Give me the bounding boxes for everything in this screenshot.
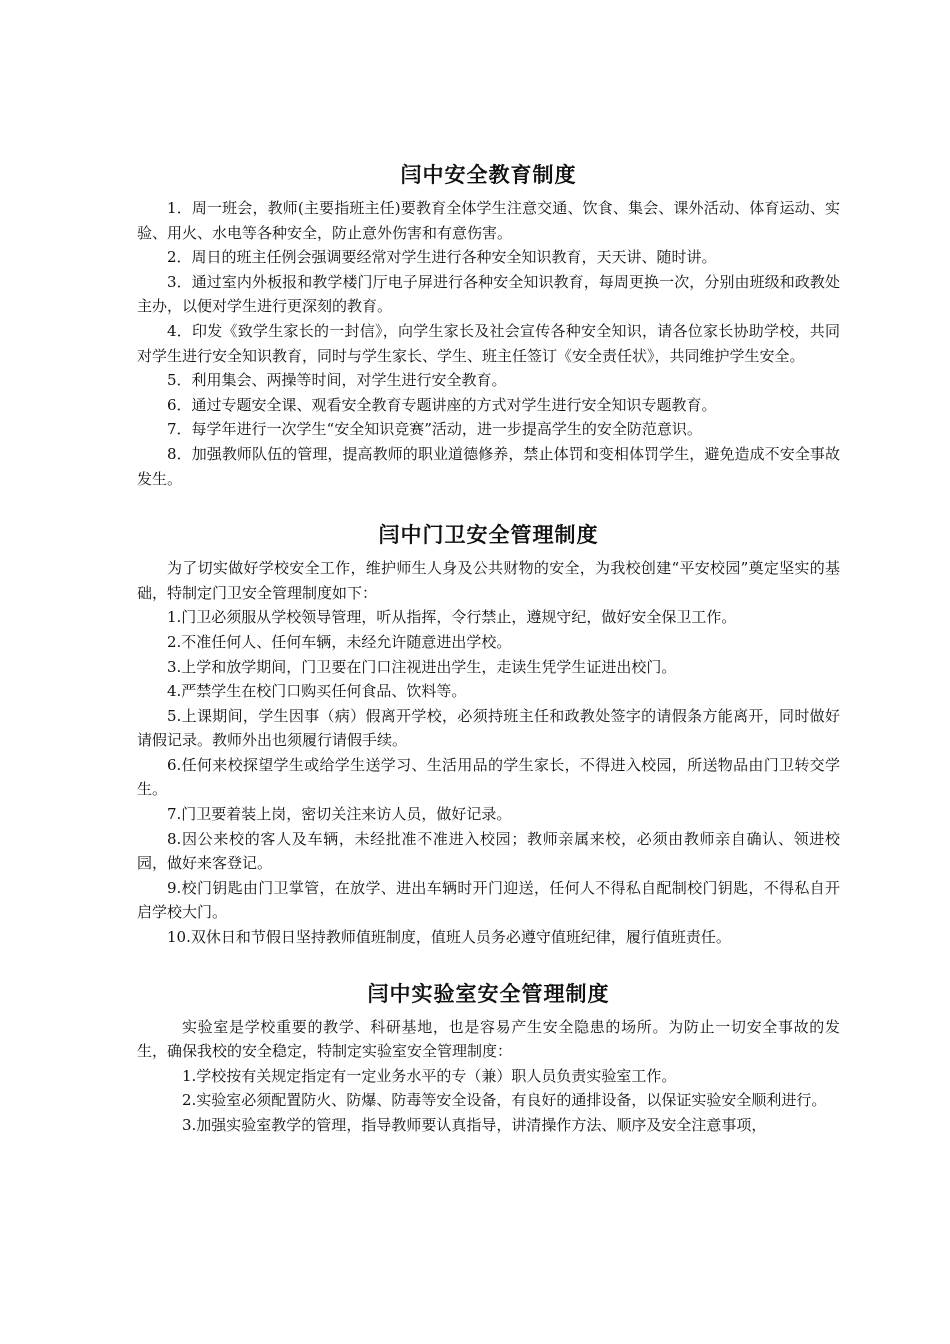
paragraph: 8.因公来校的客人及车辆，未经批准不准进入校园；教师亲属来校，必须由教师亲自确认、领进校园，做好来客登记。 <box>137 829 840 873</box>
section-safety-education <box>137 158 840 491</box>
paragraph: 2.不准任何人、任何车辆，未经允许随意进出学校。 <box>167 632 512 651</box>
paragraph: 为了切实做好学校安全工作，维护师生人身及公共财物的安全，为我校创建“平安校园”奠定坚实的基础，特制定门卫安全管理制度如下： <box>137 559 840 602</box>
paragraph: 1．周一班会，教师(主要指班主任)要教育全体学生注意交通、饮食、集会、课外活动、体育运动、实验、用火、水电等各种安全，防止意外伤害和有意伤害。 <box>137 199 840 242</box>
paragraph: 1.学校按有关规定指定有一定业务水平的专（兼）职人员负责实验室工作。 <box>182 1066 677 1085</box>
section-spacer <box>137 950 840 977</box>
section-spacer <box>137 491 840 518</box>
paragraph: 4.严禁学生在校门口购买任何食品、饮料等。 <box>167 682 467 701</box>
paragraph: 9.校门钥匙由门卫掌管，在放学、进出车辆时开门迎送，任何人不得私自配制校门钥匙，不得私自开启学校大门。 <box>137 878 840 922</box>
paragraph: 3．通过室内外板报和教学楼门厅电子屏进行各种安全知识教育，每周更换一次，分别由班级和政教处主办，以便对学生进行更深刻的教育。 <box>137 272 840 316</box>
section-title: 闫中实验室安全管理制度 <box>367 981 610 1006</box>
paragraph: 4．印发《致学生家长的一封信》，向学生家长及社会宣传各种安全知识，请各位家长协助学校，共同对学生进行安全知识教育，同时与学生家长、学生、班主任签订《安全责任状》，共同维护学生安全。 <box>137 321 840 365</box>
section-gate-security <box>137 518 840 950</box>
paragraph: 8．加强教师队伍的管理，提高教师的职业道德修养，禁止体罚和变相体罚学生，避免造成不安全事故发生。 <box>137 444 840 488</box>
paragraph: 6．通过专题安全课、观看安全教育专题讲座的方式对学生进行安全知识专题教育。 <box>167 395 717 414</box>
section-title: 闫中安全教育制度 <box>400 163 577 187</box>
paragraph: 3.加强实验室教学的管理，指导教师要认真指导，讲清操作方法、顺序及安全注意事项， <box>182 1116 767 1134</box>
paragraph: 10.双休日和节假日坚持教师值班制度，值班人员务必遵守值班纪律，履行值班责任。 <box>167 928 731 947</box>
paragraph: 3.上学和放学期间，门卫要在门口注视进出学生，走读生凭学生证进出校门。 <box>167 657 677 676</box>
document-page <box>137 158 840 1138</box>
paragraph: 2．周日的班主任例会强调要经常对学生进行各种安全知识教育，天天讲、随时讲。 <box>167 248 717 267</box>
paragraph: 1.门卫必须服从学校领导管理，听从指挥，令行禁止，遵规守纪，做好安全保卫工作。 <box>167 608 737 627</box>
paragraph: 6.任何来校探望学生或给学生送学习、生活用品的学生家长，不得进入校园，所送物品由门卫转交学生。 <box>137 755 840 799</box>
paragraph: 2.实验室必须配置防火、防爆、防毒等安全设备，有良好的通排设备，以保证实验安全顺利进行。 <box>182 1091 827 1110</box>
paragraph: 7．每学年进行一次学生“安全知识竞赛”活动，进一步提高学生的安全防范意识。 <box>167 420 702 439</box>
section-lab-safety <box>137 977 840 1138</box>
paragraph: 7.门卫要着装上岗，密切关注来访人员，做好记录。 <box>167 805 512 824</box>
paragraph: 实验室是学校重要的教学、科研基地，也是容易产生安全隐患的场所。为防止一切安全事故的发生，确保我校的安全稳定，特制定实验室安全管理制度： <box>137 1017 840 1061</box>
paragraph: 5.上课期间，学生因事（病）假离开学校，必须持班主任和政教处签字的请假条方能离开，同时做好请假记录。教师外出也须履行请假手续。 <box>137 706 840 750</box>
section-title: 闫中门卫安全管理制度 <box>378 523 599 548</box>
paragraph: 5．利用集会、两操等时间，对学生进行安全教育。 <box>167 371 507 390</box>
